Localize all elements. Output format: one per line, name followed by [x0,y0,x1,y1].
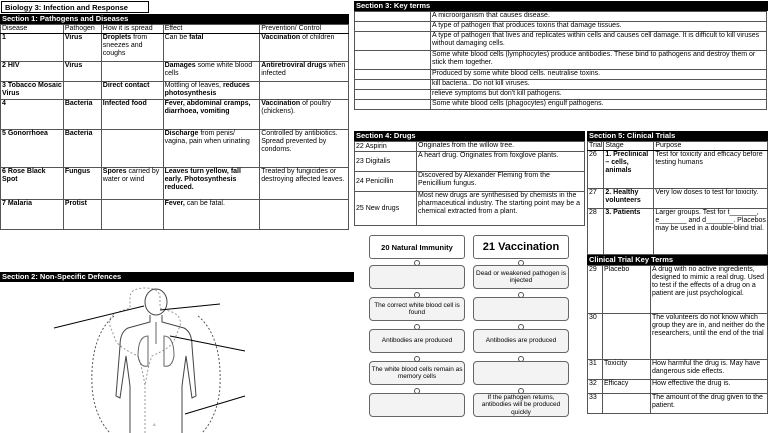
text: from sneezes and coughs [102,34,148,57]
bold-text: Protist [64,200,88,207]
bold-text: Vaccination [261,100,301,107]
right-flow-box: Antibodies are produced [473,329,569,353]
term-definition [431,22,767,32]
svg-text:A: A [153,422,156,427]
table-row [1,34,349,62]
text: Very low doses to test for toxicity. [655,189,759,196]
trial-purpose [654,189,768,209]
section-2 [0,272,354,282]
key-term-row [355,70,767,80]
table-row [1,100,349,130]
bold-text: Fever, [164,200,185,207]
flow-connector [518,388,524,394]
bold-text: Spores [102,168,127,175]
bold-text: reduces photosynthesis [164,82,250,97]
text: of children [300,34,335,41]
text: 33 [589,394,597,401]
text: 30 [589,314,597,321]
term-name [603,360,651,380]
spread-cell [101,168,163,200]
table-row [1,200,349,230]
effect-cell [163,34,260,62]
spread-cell [101,82,163,100]
text: How effective the drug is. [652,380,731,387]
flow-connector [414,292,420,298]
section-2-title: Section 2: Non-Specific Defences [0,272,354,282]
text: can be fatal. [184,200,225,207]
key-term-row [588,360,768,380]
bold-text: Bacteria [64,100,93,107]
right-flow-box [473,297,569,321]
disease-cell [1,100,64,130]
spread-cell [101,62,163,82]
term-name [603,314,651,360]
term-definition [651,266,768,314]
col-pathogen: Pathogen [63,25,101,34]
pathogen-cell [63,100,101,130]
bold-text: 2 HIV [2,62,20,69]
col-disease: Disease [1,25,64,34]
term-definition [431,32,767,51]
effect-cell [163,82,260,100]
bold-text: Damages [164,62,196,69]
drug-name [355,192,417,226]
term-blank [355,51,431,70]
drug-name [355,172,417,192]
text: Efficacy [604,380,629,387]
clinical-key-terms-table [587,265,768,414]
pathogen-cell [63,82,101,100]
term-blank [355,90,431,100]
col-trial: Trial [589,142,603,149]
text: Some white blood cells (lymphocytes) produce antibodies. These bind to pathogens and destroy them or stick them together. [432,51,756,66]
text: A microorganism that causes disease. [432,12,550,19]
prevention-cell [260,82,349,100]
drugs-table [354,141,585,226]
term-blank [355,70,431,80]
drug-description [417,152,585,172]
drug-description [417,172,585,192]
table-row [1,130,349,168]
text: Discovered by Alexander Fleming from the Penicillium fungus. [418,172,550,187]
trial-stage [604,189,654,209]
text: relieve symptoms but don't kill pathogens. [432,90,562,97]
term-definition [431,80,767,90]
text: Test for toxicity and efficacy before testing humans [655,151,763,166]
term-number [588,380,603,394]
key-terms-table [354,11,767,110]
page-title: Biology 3: Infection and Response [1,1,149,13]
term-definition [651,314,768,360]
table-row [1,62,349,82]
text: A type of pathogen that produces toxins that damage tissues. [432,22,622,29]
key-term-row [355,51,767,70]
text: 31 [589,360,597,367]
key-term-row [355,90,767,100]
text: Mottling of leaves, [164,82,223,89]
bold-text: Droplets [102,34,132,41]
spread-cell [101,34,163,62]
left-flow-box [369,393,465,417]
term-number [588,360,603,380]
left-flow-box [369,265,465,289]
text: some white blood cells [164,62,253,77]
term-blank [355,32,431,51]
term-definition [431,90,767,100]
bold-text: Fungus [64,168,91,175]
trial-number [588,151,604,189]
flow-connector [518,292,524,298]
trial-row [588,189,768,209]
key-term-row [355,22,767,32]
drug-row [355,172,585,192]
prevention-cell [260,200,349,230]
disease-cell [1,168,64,200]
text: A heart drug. Originates from foxglove plants. [418,152,559,159]
term-name [603,394,651,414]
key-term-row [588,394,768,414]
table-row [1,82,349,100]
bold-text: Leaves turn yellow, fall early. Photosynthesis reduced. [164,168,241,191]
bold-text: 5 Gonorrhoea [2,130,48,137]
text: 27 [589,189,597,196]
bold-text: Virus [64,62,83,69]
flow-connector [414,260,420,266]
effect-cell [163,62,260,82]
text: Placebo [604,266,630,273]
key-term-row [355,100,767,110]
drug-row [355,142,585,152]
right-flow-box: If the pathogen returns, antibodies will be produced quickly [473,393,569,417]
spread-cell [101,130,163,168]
disease-cell [1,62,64,82]
text: A drug with no active ingredients, designed to mimic a real drug. Used to test if the effects of a drug on a patient are just psychological. [652,266,765,297]
text: 29 [589,266,597,273]
term-definition [431,100,767,110]
bold-text: Discharge [164,130,199,137]
flow-connector [414,324,420,330]
term-name [603,380,651,394]
disease-cell [1,130,64,168]
drug-name [355,152,417,172]
spread-cell [101,200,163,230]
text: Some white blood cells (phagocytes) engulf pathogens. [432,100,604,107]
term-blank [355,100,431,110]
text: A type of pathogen that lives and replicates within cells and causes cell damage. It is difficult to kill viruses without damaging cells. [432,32,760,47]
trial-number [588,209,604,255]
table-row [1,168,349,200]
text: Can be [164,34,190,41]
flow-connector [414,388,420,394]
section-4 [354,131,585,226]
drug-row [355,192,585,226]
right-flow-box: Dead or weakened pathogen is injected [473,265,569,289]
prevention-cell [260,100,349,130]
trial-number [588,189,604,209]
prevention-cell [260,168,349,200]
trial-stage [604,209,654,255]
bold-text: 3 Tobacco Mosaic Virus [2,82,62,97]
bold-text: Bacteria [64,130,93,137]
clinical-key-terms-title: Clinical Trial Key Terms [587,255,768,265]
text: Treated by fungicides or destroying affected leaves. [261,168,345,183]
drug-name [355,142,417,152]
prevention-cell [260,130,349,168]
trial-purpose [654,151,768,189]
text: from penis/ vagina, pain when urinating [164,130,250,145]
col-stage: Stage [604,142,654,151]
flow-connector [414,356,420,362]
right-flow-box [473,361,569,385]
natural-immunity-title: 20 Natural Immunity [369,235,465,259]
col-spread: How it is spread [101,25,163,34]
bold-text: Vaccination [261,34,301,41]
bold-text: 1. Preclinical – cells, animals [605,151,649,174]
term-definition [651,380,768,394]
key-term-row [355,80,767,90]
term-definition [431,51,767,70]
term-number [588,266,603,314]
text: Originates from the willow tree. [418,142,515,149]
effect-cell [163,168,260,200]
text: 23 Digitalis [356,157,391,165]
trial-row [588,209,768,255]
text: 22 Aspirin [356,142,387,150]
disease-cell [1,200,64,230]
disease-cell [1,82,64,100]
bold-text: 1 [2,34,6,41]
term-definition [651,360,768,380]
key-term-row [588,314,768,360]
text: Produced by some white blood cells. neutralise toxins. [432,70,601,77]
bold-text: 2. Healthy volunteers [605,189,641,204]
effect-cell [163,200,260,230]
section-3 [354,1,767,110]
text: when infected [261,62,346,77]
bold-text: Antiretroviral drugs [261,62,327,69]
bold-text: 4 [2,100,6,107]
text: 26 [589,151,597,158]
bold-text: Infected food [102,100,147,107]
spread-cell [101,100,163,130]
text: carried by water or wind [102,168,160,183]
bold-text: Virus [64,34,83,41]
section-1 [0,14,349,230]
bold-text: 6 Rose Black Spot [2,168,46,183]
effect-cell [163,100,260,130]
trial-stage [604,151,654,189]
prevention-cell [260,62,349,82]
human-body-diagram [50,286,280,433]
section-1-title: Section 1: Pathogens and Diseases [0,14,349,24]
text: 28 [589,209,597,216]
text: Controlled by antibiotics. Spread prevented by condoms. [261,130,338,153]
bold-text: fatal [189,34,204,41]
left-flow-box: The white blood cells remain as memory cells [369,361,465,385]
col-effect: Effect [163,25,260,34]
bold-text: Direct contact [102,82,150,89]
key-term-row [588,266,768,314]
pathogen-cell [63,168,101,200]
bold-text: 7 Malaria [2,200,32,207]
text: The volunteers do not know which group they are in, and neither do the researchers, until the end of the trial [652,314,765,337]
drug-row [355,152,585,172]
clinical-trials-table [587,141,768,255]
term-definition [431,12,767,22]
effect-cell [163,130,260,168]
section-5 [587,131,768,414]
section-5-title: Section 5: Clinical Trials [587,131,768,141]
term-blank [355,12,431,22]
left-flow-box: Antibodies are produced [369,329,465,353]
text: Toxicity [604,360,627,367]
prevention-cell [260,34,349,62]
term-number [588,394,603,414]
term-name [603,266,651,314]
col-purpose: Purpose [654,142,768,151]
text: of poultry (chickens). [261,100,331,115]
text: 32 [589,380,597,387]
flow-connector [518,260,524,266]
left-flow-box: The correct white blood cell is found [369,297,465,321]
section-4-title: Section 4: Drugs [354,131,585,141]
text: How harmful the drug is. May have dangerous side effects. [652,360,761,375]
trial-row [588,151,768,189]
key-term-row [355,32,767,51]
vaccination-title: 21 Vaccination [473,235,569,259]
key-term-row [355,12,767,22]
pathogen-cell [63,130,101,168]
term-definition [431,70,767,80]
pathogen-cell [63,200,101,230]
text: Most new drugs are synthesised by chemists in the pharmaceutical industry. The starting point may be a chemical extracted from a plant. [418,192,580,215]
text: 24 Penicillin [356,177,394,185]
immunity-flowchart [365,233,590,433]
bold-text: 3. Patients [605,209,641,216]
text: kill bacteria.. Do not kill viruses. [432,80,530,87]
pathogen-cell [63,62,101,82]
bold-text: Fever, abdominal cramps, diarrhoea, vomiting [164,100,251,115]
drug-description [417,142,585,152]
disease-cell [1,34,64,62]
flow-connector [518,324,524,330]
text: Larger groups. Test for t_______, e_______ and d_______. Placebos may be used in a double-blind trial. [655,209,766,232]
term-number [588,314,603,360]
key-term-row [588,380,768,394]
pathogen-cell [63,34,101,62]
drug-description [417,192,585,226]
text: 25 New drugs [356,204,400,212]
section-3-title: Section 3: Key terms [354,1,768,11]
term-blank [355,22,431,32]
text: The amount of the drug given to the patient. [652,394,763,409]
term-blank [355,80,431,90]
trial-purpose [654,209,768,255]
flow-connector [518,356,524,362]
col-prevention: Prevention/ Control [260,25,349,34]
pathogens-table [0,24,349,230]
term-definition [651,394,768,414]
